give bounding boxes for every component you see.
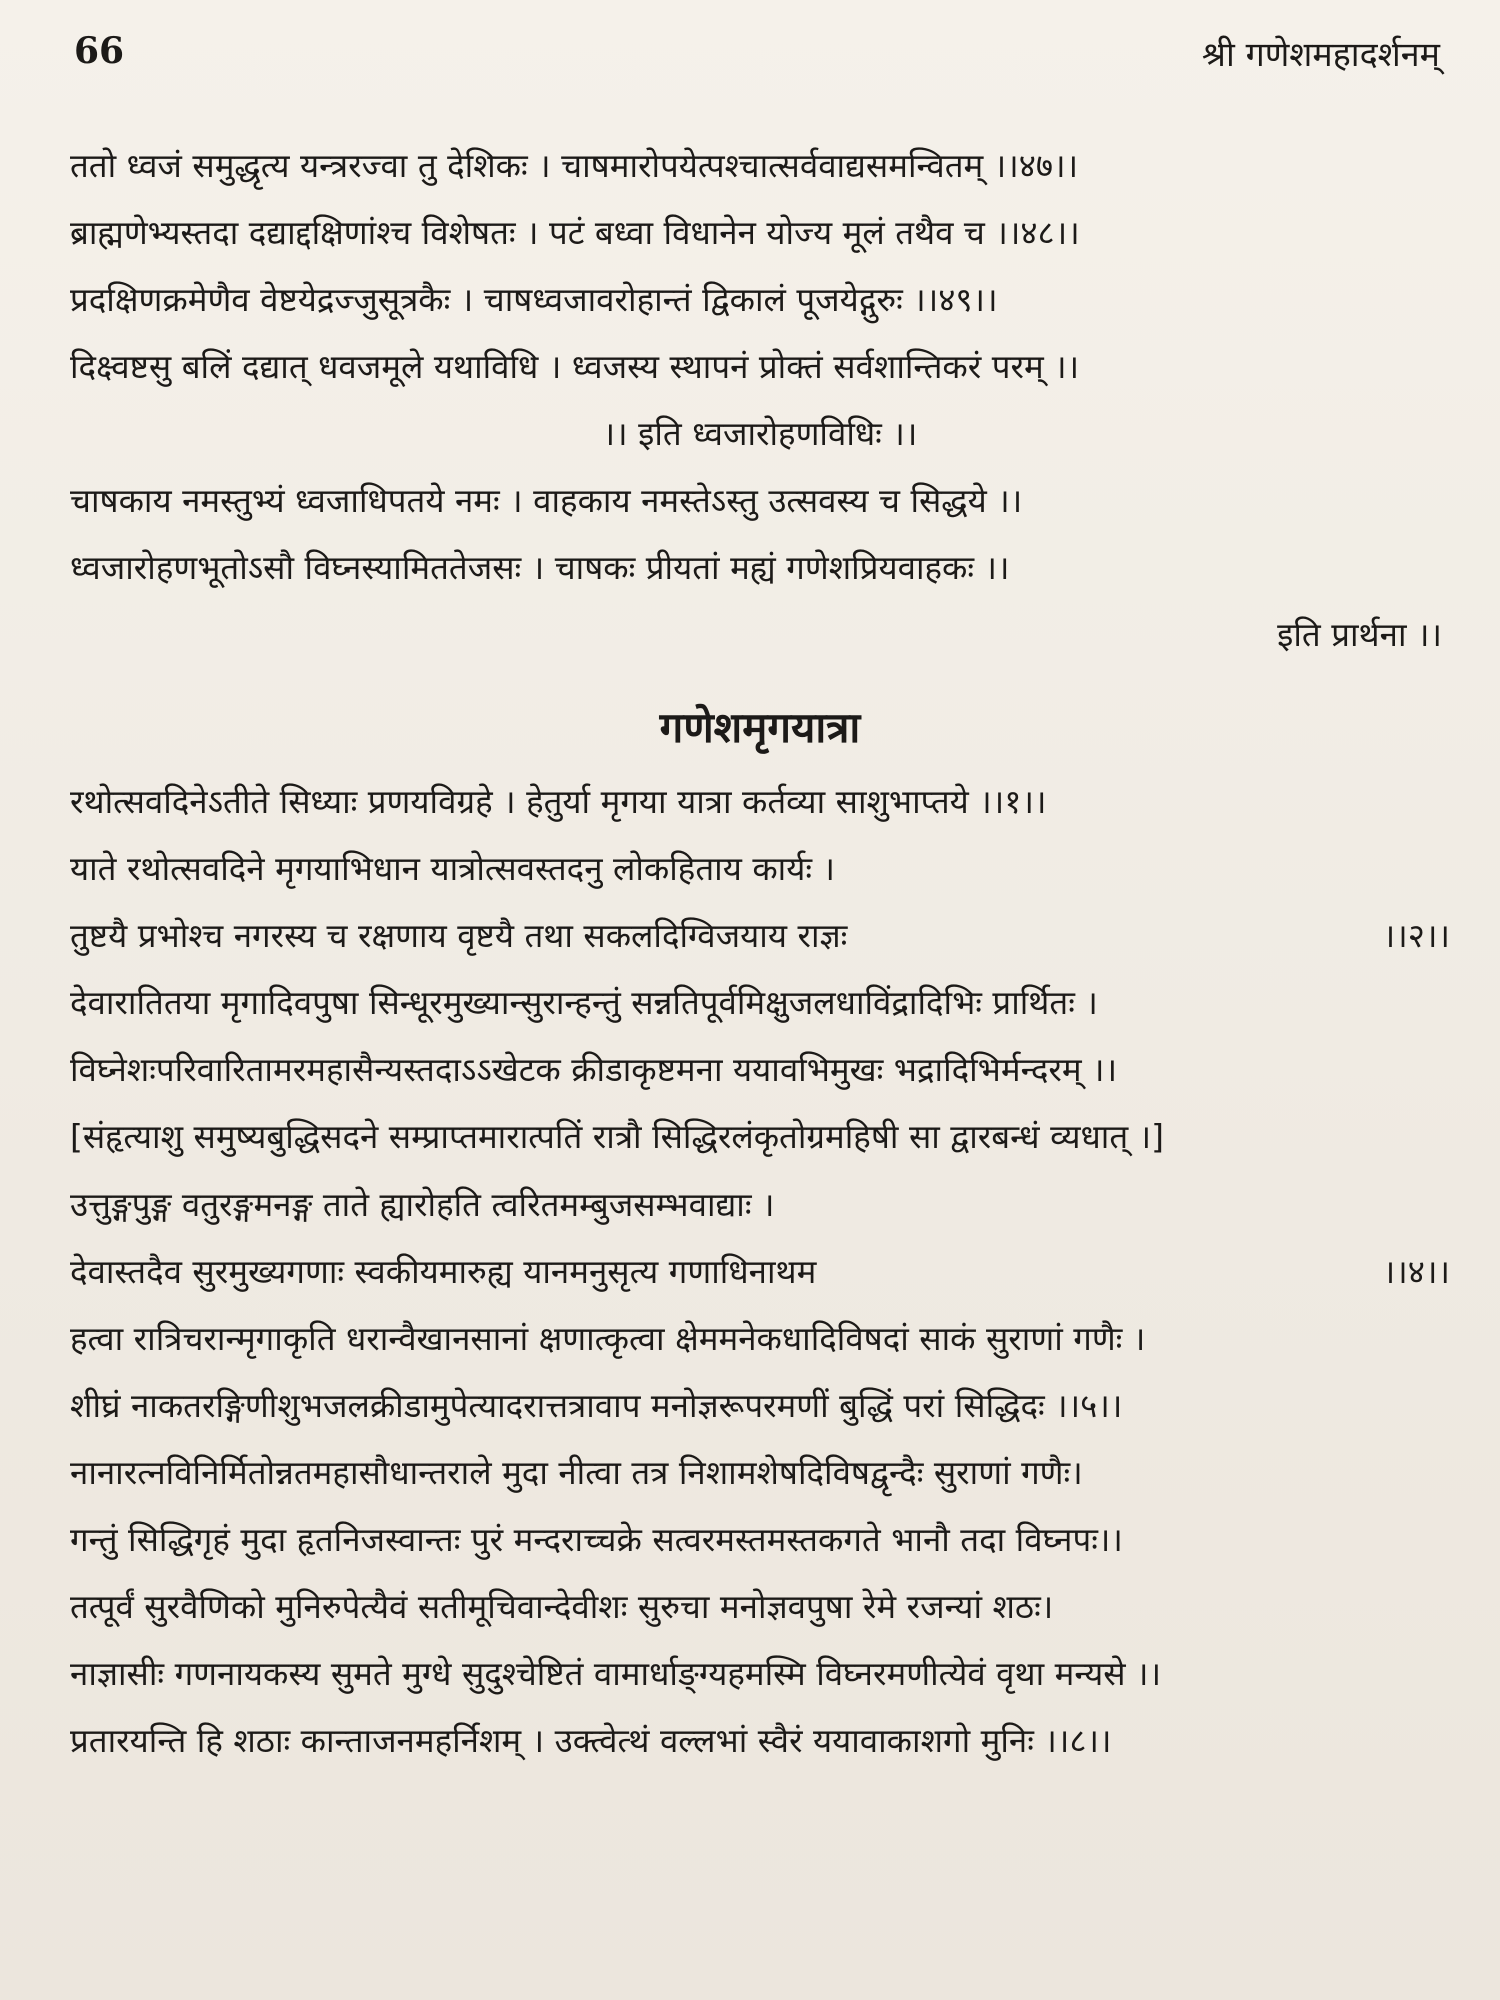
verse-line: याते रथोत्सवदिने मृगयाभिधान यात्रोत्सवस्तदनु लोकहिताय कार्यः । bbox=[70, 849, 836, 888]
verse-line: हत्वा रात्रिचरान्मृगाकृति धरान्वैखानसानां क्षणात्कृत्वा क्षेममनेकधादिविषदां साकं सुराणां गणैः । bbox=[70, 1319, 1146, 1358]
verse-line: रथोत्सवदिनेऽतीते सिध्याः प्रणयविग्रहे । हेतुर्या मृगया यात्रा कर्तव्या साशुभाप्तये ।।१।। bbox=[70, 782, 1047, 821]
prayer-line: ध्वजारोहणभूतोऽसौ विघ्नस्यामिततेजसः । चाषकः प्रीयतां मह्यं गणेशप्रियवाहकः ।। bbox=[70, 548, 1010, 587]
verse-line: ब्राह्मणेभ्यस्तदा दद्याद्दक्षिणांश्च विशेषतः । पटं बध्वा विधानेन योज्य मूलं तथैव च ।।४८।। bbox=[70, 213, 1080, 252]
verse-text: तुष्टयै प्रभोश्च नगरस्य च रक्षणाय वृष्टयै तथा सकलदिग्विजयाय राज्ञः bbox=[70, 916, 848, 955]
verse-line: तत्पूर्वं सुरवैणिको मुनिरुपेत्यैवं सतीमूचिवान्देवीशः सुरुचा मनोज्ञवपुषा रेमे रजन्यां शठः। bbox=[70, 1587, 1054, 1626]
section-closing: ।। इति ध्वजारोहणविधिः ।। bbox=[602, 414, 918, 453]
verse-line bbox=[70, 902, 1450, 969]
verse-number: ।।२।। bbox=[1382, 916, 1450, 955]
page-body bbox=[70, 132, 1450, 1774]
verse-line: नानारत्नविनिर्मितोन्नतमहासौधान्तराले मुदा नीत्वा तत्र निशामशेषदिविषद्वृन्दैः सुराणां गणैः। bbox=[70, 1453, 1083, 1492]
verse-line: गन्तुं सिद्धिगृहं मुदा हृतनिजस्वान्तः पुरं मन्दराच्चक्रे सत्वरमस्तमस्तकगते भानौ तदा विघ्नपः।। bbox=[70, 1520, 1123, 1559]
verse-line: प्रतारयन्ति हि शठाः कान्ताजनमहर्निशम् । उक्त्वेत्थं वल्लभां स्वैरं ययावाकाशगो मुनिः ।।८।। bbox=[70, 1721, 1112, 1760]
prayer-line: चाषकाय नमस्तुभ्यं ध्वजाधिपतये नमः । वाहकाय नमस्तेऽस्तु उत्सवस्य च सिद्धये ।। bbox=[70, 481, 1023, 520]
verse-line: देवारातितया मृगादिवपुषा सिन्धूरमुख्यान्सुरान्हन्तुं सन्नतिपूर्वमिक्षुजलधाविंद्रादिभिः प्रार्थितः । bbox=[70, 983, 1098, 1022]
verse-number: ।।४।। bbox=[1382, 1252, 1450, 1291]
verse-line: नाज्ञासीः गणनायकस्य सुमते मुग्धे सुदुश्चेष्टितं वामार्धाङ्ग्यहमस्मि विघ्नरमणीत्येवं वृथा मन्यसे ।। bbox=[70, 1654, 1162, 1693]
bracketed-verse: [संहृत्याशु समुष्यबुद्धिसदने सम्प्राप्तमारात्पतिं रात्रौ सिद्धिरलंकृतोग्रमहिषी सा द्वारबन्धं व्यधात् ।] bbox=[70, 1117, 1165, 1156]
verse-line: ततो ध्वजं समुद्धृत्य यन्त्ररज्वा तु देशिकः । चाषमारोपयेत्पश्चात्सर्ववाद्यसमन्वितम् ।।४७।। bbox=[70, 146, 1079, 185]
page-number: 66 bbox=[74, 30, 125, 72]
running-title: श्री गणेशमहादर्शनम् bbox=[1201, 35, 1440, 75]
prayer-closing: इति प्रार्थना ।। bbox=[1277, 615, 1442, 654]
verse-line: शीघ्रं नाकतरङ्गिणीशुभजलक्रीडामुपेत्यादरात्तत्रावाप मनोज्ञरूपरमणीं बुद्धिं परां सिद्धिदः ।।५।। bbox=[70, 1386, 1123, 1425]
verse-text: देवास्तदैव सुरमुख्यगणाः स्वकीयमारुह्य यानमनुसृत्य गणाधिनाथम bbox=[70, 1252, 817, 1291]
verse-line bbox=[70, 1238, 1450, 1305]
section-heading: गणेशमृगयात्रा bbox=[659, 703, 861, 752]
verse-line: विघ्नेशःपरिवारितामरमहासैन्यस्तदाऽऽखेटक क्रीडाकृष्टमना ययावभिमुखः भद्रादिभिर्मन्दरम् ।। bbox=[70, 1050, 1118, 1089]
verse-line: दिक्ष्वष्टसु बलिं दद्यात् धवजमूले यथाविधि । ध्वजस्य स्थापनं प्रोक्तं सर्वशान्तिकरं परम् ।। bbox=[70, 347, 1080, 386]
verse-line: उत्तुङ्गपुङ्ग वतुरङ्गमनङ्ग ताते ह्यारोहति त्वरितमम्बुजसम्भवाद्याः । bbox=[70, 1185, 775, 1224]
verse-line: प्रदक्षिणक्रमेणैव वेष्टयेद्रज्जुसूत्रकैः । चाषध्वजावरोहान्तं द्विकालं पूजयेद्गुरुः ।।४९।। bbox=[70, 280, 998, 319]
